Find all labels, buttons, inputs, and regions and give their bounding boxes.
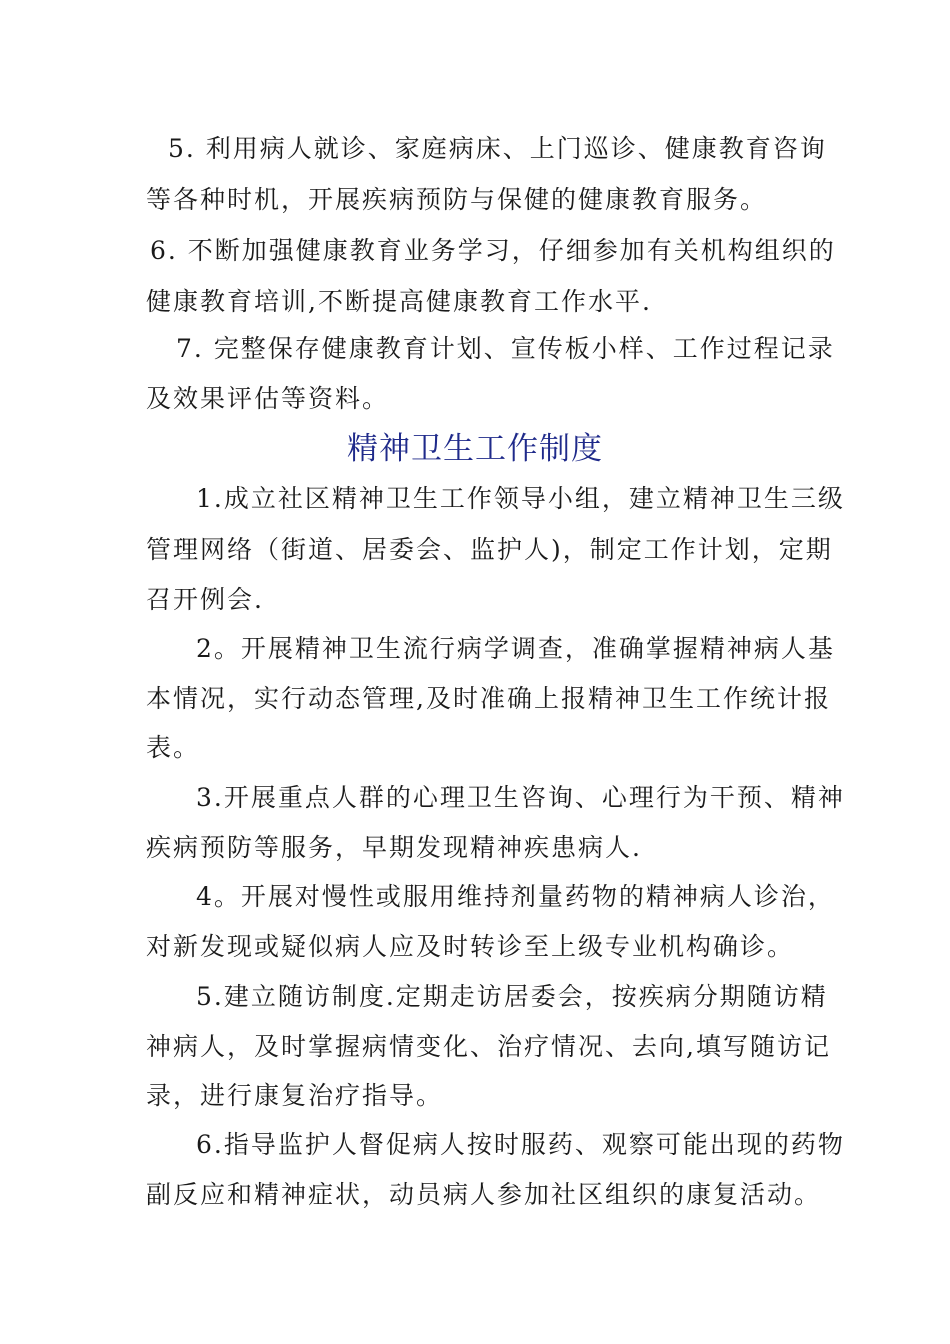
section-title: 精神卫生工作制度 [347,431,603,467]
section-item-4-line-2: 对新发现或疑似病人应及时转诊至上级专业机构确诊。 [146,932,795,961]
section-item-3-line-2: 疾病预防等服务，早期发现精神疾患病人. [146,833,642,862]
section-item-1-line-2: 管理网络（街道、居委会、监护人)，制定工作计划，定期 [146,535,833,564]
section-item-2-line-3: 表。 [146,733,201,762]
section-item-5-line-2: 神病人，及时掌握病情变化、治疗情况、去向,填写随访记 [146,1032,831,1061]
section-item-1-line-3: 召开例会. [146,585,264,614]
section-item-5-line-1: 5.建立随访制度.定期走访居委会，按疾病分期随访精 [196,982,828,1011]
section-item-6-line-1: 6.指导监护人督促病人按时服药、观察可能出现的药物 [196,1130,845,1159]
section-item-3-line-1: 3.开展重点人群的心理卫生咨询、心理行为干预、精神 [196,783,845,812]
section-item-6-line-2: 副反应和精神症状，动员病人参加社区组织的康复活动。 [146,1180,822,1209]
item-7-line-1: 7. 完整保存健康教育计划、宣传板小样、工作过程记录 [176,334,835,363]
section-item-2-line-1: 2。开展精神卫生流行病学调查，准确掌握精神病人基 [196,634,835,663]
section-item-4-line-1: 4。开展对慢性或服用维持剂量药物的精神病人诊治， [196,882,835,911]
section-item-2-line-2: 本情况，实行动态管理,及时准确上报精神卫生工作统计报 [146,684,831,713]
item-5-line-2: 等各种时机，开展疾病预防与保健的健康教育服务。 [146,185,768,214]
item-5-line-1: 5. 利用病人就诊、家庭病床、上门巡诊、健康教育咨询 [168,134,827,163]
section-item-5-line-3: 录，进行康复治疗指导。 [146,1081,444,1110]
item-6-line-1: 6. 不断加强健康教育业务学习，仔细参加有关机构组织的 [150,236,836,265]
item-6-line-2: 健康教育培训,不断提高健康教育工作水平. [146,287,652,316]
section-item-1-line-1: 1.成立社区精神卫生工作领导小组，建立精神卫生三级 [196,484,845,513]
item-7-line-2: 及效果评估等资料。 [146,384,390,413]
